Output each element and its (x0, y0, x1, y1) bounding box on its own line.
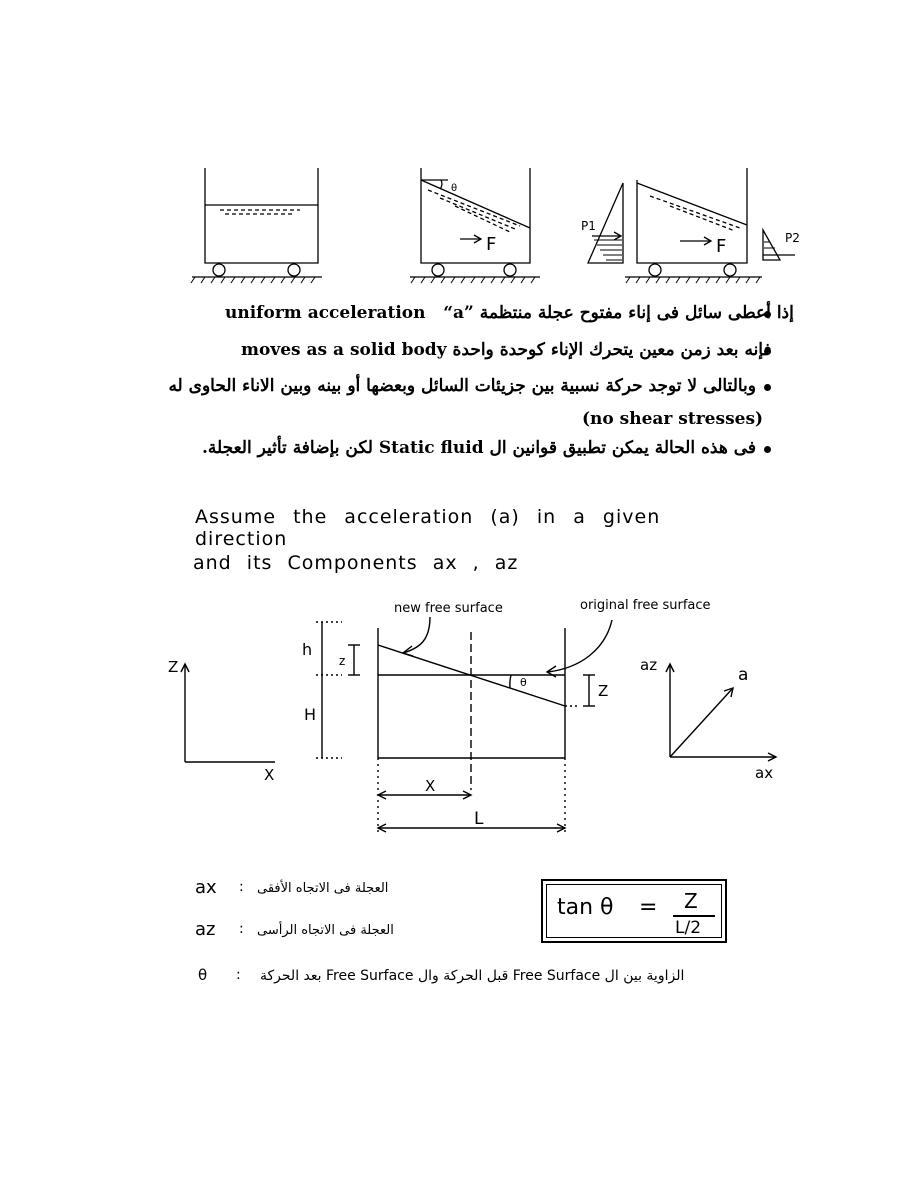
definition-az-sep: : (239, 921, 244, 937)
label-a: a (738, 665, 749, 685)
fig2-theta-label: θ (451, 183, 458, 194)
definition-theta (198, 966, 758, 992)
bullet-1-arabic: إذا أعطى سائل فى إناء مفتوح عجلة منتظمة (479, 303, 794, 323)
label-new-free-surface: new free surface (394, 601, 503, 616)
definition-theta-sep: : (236, 967, 241, 983)
definition-ax-symbol: ax (195, 877, 217, 898)
bullet-2-arabic: فإنه بعد زمن معين يتحرك الإناء كوحدة واحدة (452, 340, 772, 360)
bullet-1-latin: uniform acceleration (225, 303, 426, 323)
fig3-p2-label: P2 (785, 231, 800, 245)
bullet-3-arabic: وبالتالى لا توجد حركة نسبية بين جزيئات السائل وبعضها أو بينه وبين الاناء الحاوى له (168, 376, 756, 396)
label-ax: ax (755, 764, 774, 782)
handwritten-line-2: and its Components ax , az (193, 552, 519, 574)
label-original-free-surface: original free surface (580, 598, 711, 613)
fig3-force-label: F (716, 236, 727, 257)
formula-fraction-bar (673, 915, 715, 917)
label-az: az (640, 656, 658, 674)
bullet-4-arabic-pre: فى هذه الحالة يمكن تطبيق قوانين ال (489, 438, 756, 458)
label-theta: θ (520, 676, 527, 689)
definition-ax-sep: : (239, 879, 244, 895)
handwritten-line-1: Assume the acceleration (a) in a given direction (195, 506, 661, 550)
definition-ax-text: العجلة فى الاتجاه الأفقى (257, 881, 389, 896)
bullet-4-arabic-post: لكن بإضافة تأثير العجلة. (201, 438, 373, 458)
label-h: h (302, 640, 313, 659)
definition-theta-text: الزاوية بين ال Free Surface قبل الحركة وال Free Surface بعد الحركة (260, 968, 685, 984)
bullet-2-latin: moves as a solid body (241, 340, 447, 360)
fig2-force-label: F (486, 234, 497, 255)
label-z-small: z (339, 654, 346, 668)
bullet-4-latin: Static fluid (378, 438, 484, 458)
label-H: H (304, 705, 317, 724)
label-z-right: Z (598, 682, 609, 700)
definition-ax (195, 877, 425, 903)
formula-denominator: L/2 (675, 918, 702, 938)
formula-box (541, 879, 727, 943)
formula-numerator: Z (684, 889, 698, 913)
definition-az (195, 919, 425, 945)
bullet-1-quote: “a” (443, 303, 474, 323)
label-x: X (425, 777, 436, 795)
definition-theta-symbol: θ (198, 966, 208, 984)
definition-az-text: العجلة فى الاتجاه الرأسى (257, 923, 394, 938)
left-axis-x: X (264, 766, 275, 784)
definition-az-symbol: az (195, 919, 216, 940)
bullet-3-latin: (no shear stresses) (582, 409, 764, 429)
left-axis-z: Z (168, 658, 179, 676)
label-L: L (474, 809, 484, 829)
formula-equals: = (639, 895, 658, 920)
formula-lhs: tan θ (557, 895, 614, 920)
fig3-p1-label: P1 (581, 219, 596, 233)
